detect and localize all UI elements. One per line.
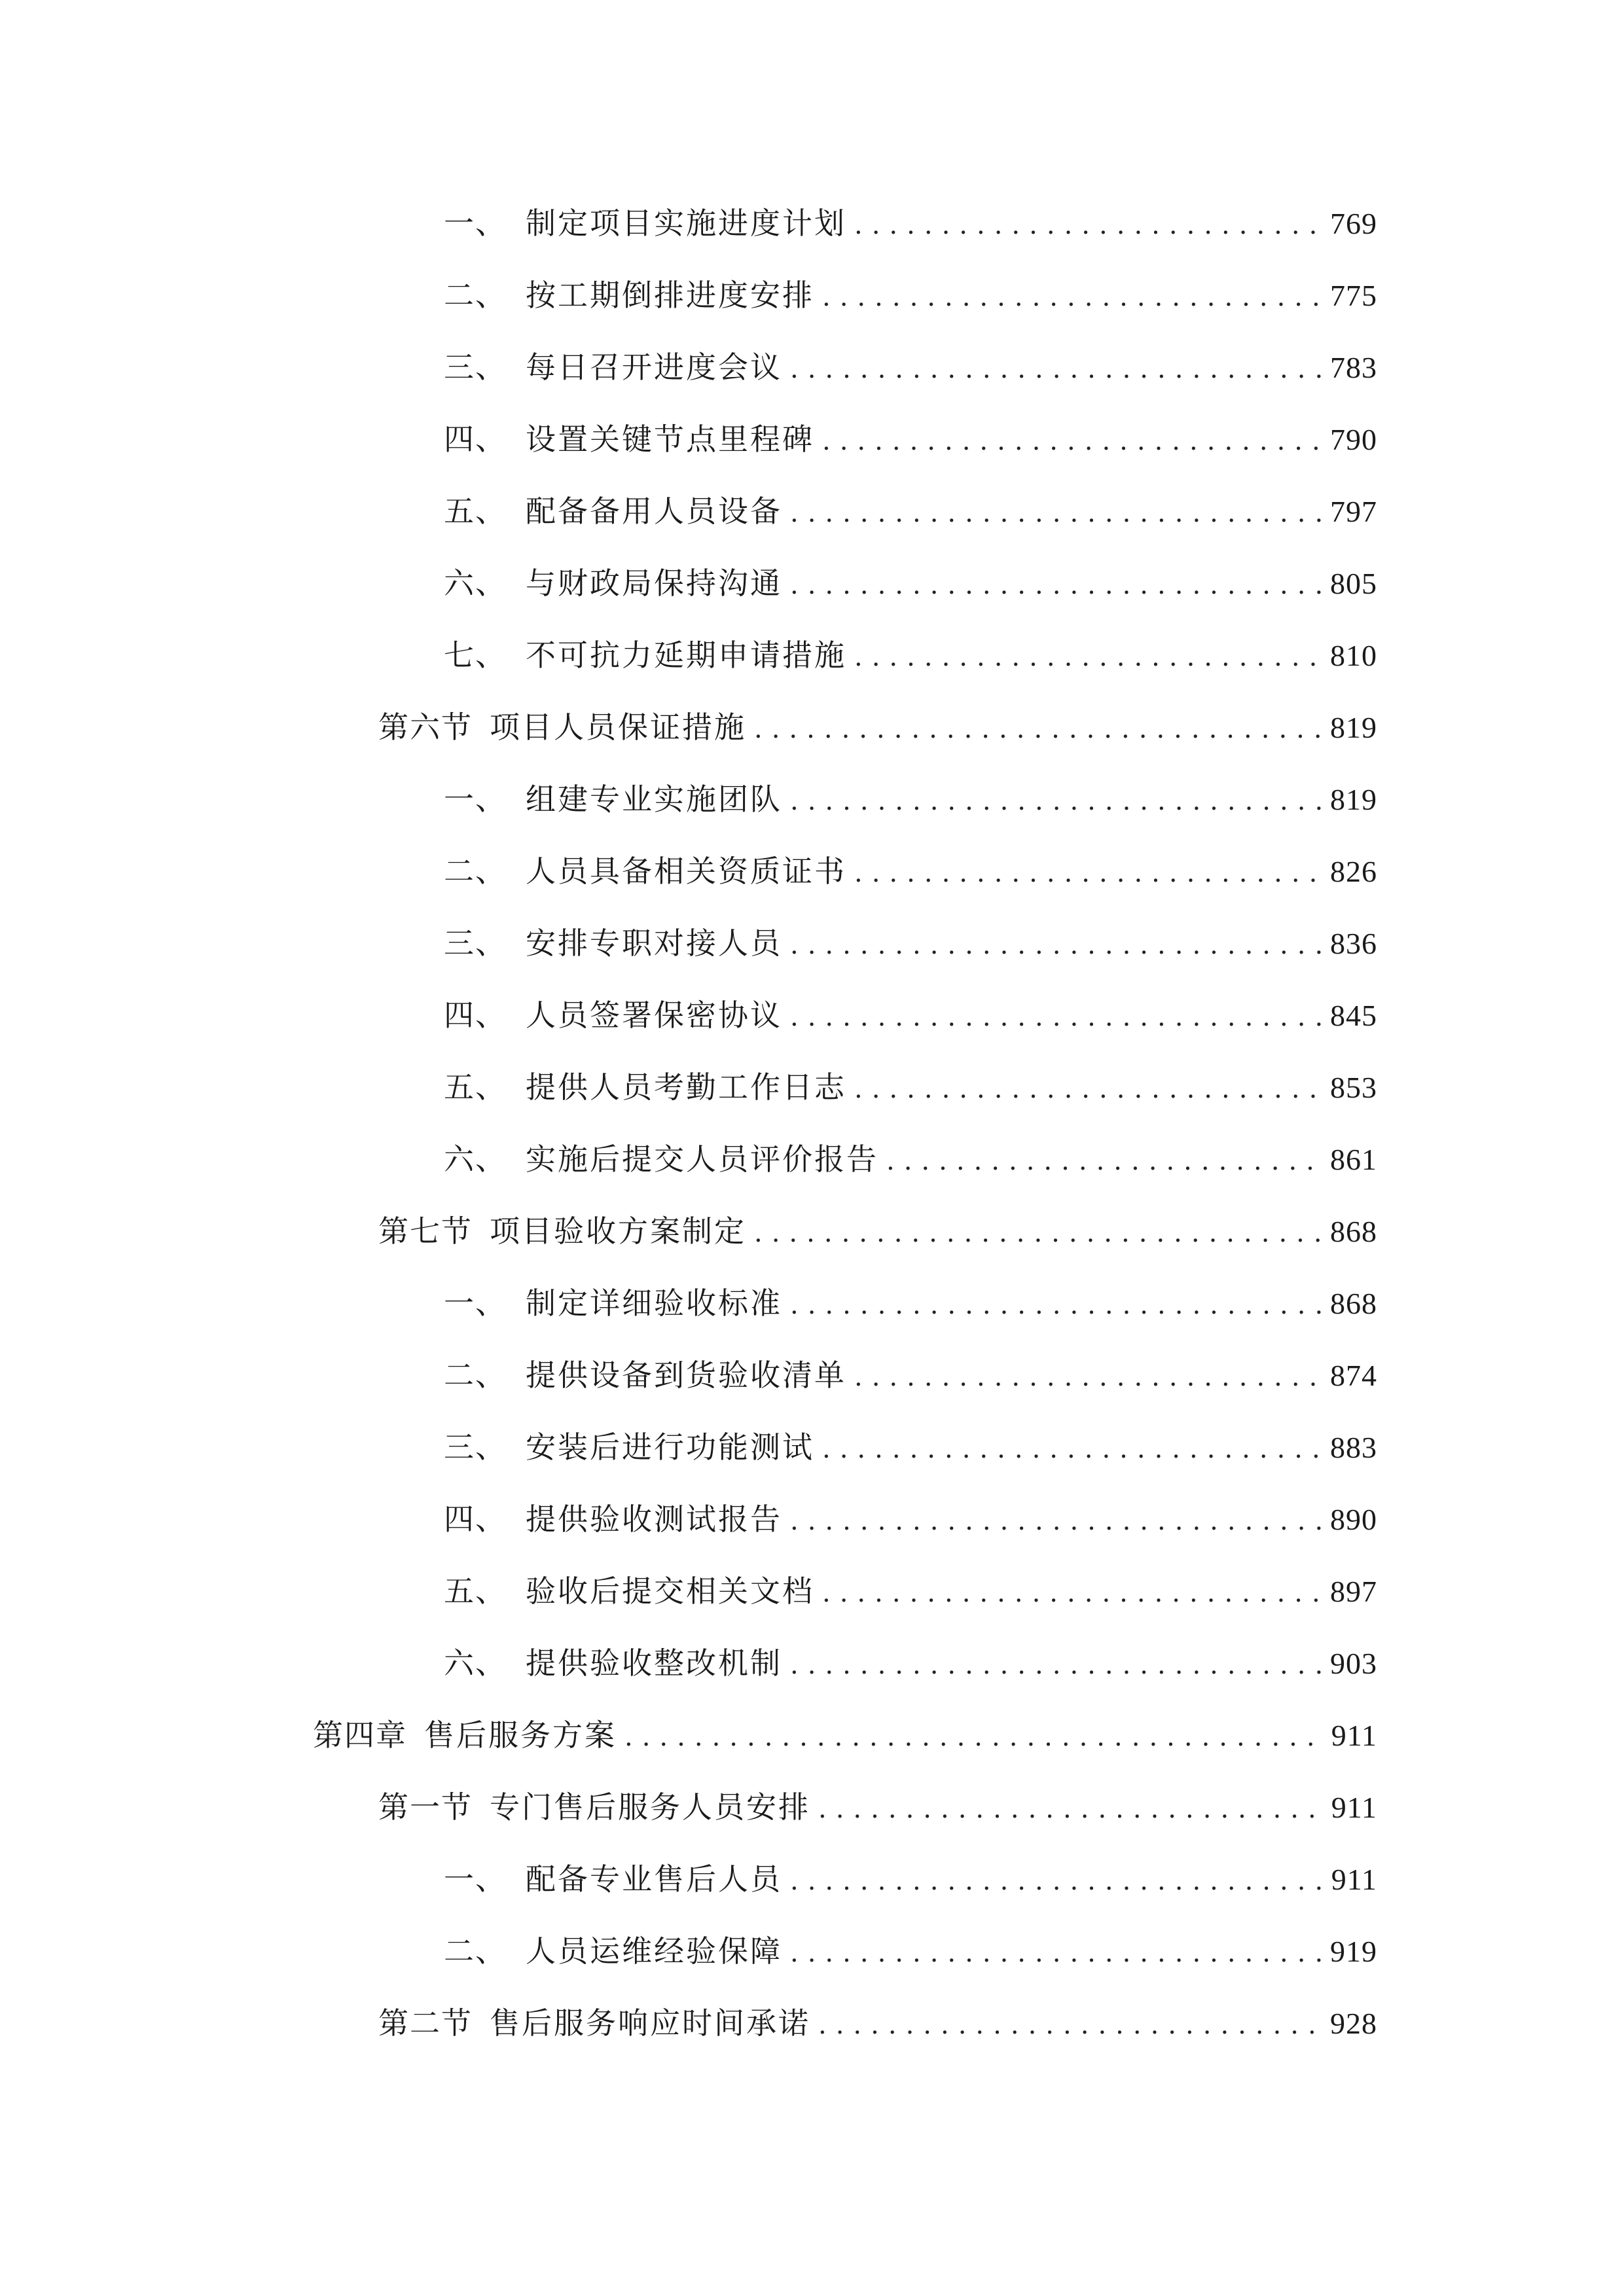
toc-entry-page: 868 (1330, 1215, 1377, 1248)
toc-entry-number: 六、 (444, 565, 507, 601)
toc-entry-page: 890 (1330, 1503, 1377, 1536)
toc-entry-number: 三、 (444, 1429, 507, 1465)
toc-entry-title: 人员运维经验保障 (526, 1933, 782, 1969)
toc-entry-number: 一、 (444, 1285, 507, 1321)
toc-entry-page: 874 (1330, 1359, 1377, 1392)
toc-entry[interactable] (444, 488, 1377, 534)
toc-entry-label (444, 776, 782, 822)
toc-entry-page: 845 (1330, 999, 1377, 1032)
toc-entry-page: 861 (1330, 1143, 1377, 1176)
toc-entry-number: 第七节 (378, 1213, 473, 1249)
dot-leader (854, 1066, 1324, 1112)
dot-leader (790, 778, 1324, 824)
dot-leader (790, 922, 1324, 968)
dot-leader (854, 634, 1324, 680)
toc-entry-label (378, 1208, 746, 1254)
toc-entry-page: 805 (1330, 567, 1377, 600)
toc-entry[interactable] (444, 1136, 1377, 1182)
toc-entry-number: 第六节 (378, 709, 473, 745)
toc-entry-section[interactable] (378, 1784, 1377, 1830)
toc-entry-section[interactable] (378, 2000, 1377, 2046)
toc-entry-label (444, 1352, 846, 1398)
toc-entry-number: 一、 (444, 1861, 507, 1897)
toc-entry-title: 制定项目实施进度计划 (526, 206, 846, 241)
toc-entry-page: 911 (1331, 1791, 1377, 1824)
dot-leader (790, 1498, 1324, 1544)
toc-entry[interactable] (444, 1856, 1377, 1902)
dot-leader (624, 1714, 1325, 1760)
toc-entry-title: 提供设备到货验收清单 (526, 1357, 846, 1393)
dot-leader (822, 418, 1324, 464)
dot-leader (822, 1570, 1324, 1616)
toc-entry-label (444, 1856, 782, 1902)
toc-entry-number: 四、 (444, 1501, 507, 1537)
toc-entry-number: 四、 (444, 997, 507, 1033)
toc-entry-number: 一、 (444, 781, 507, 817)
toc-entry-label (444, 560, 782, 606)
dot-leader (854, 202, 1324, 248)
toc-entry-title: 人员签署保密协议 (526, 997, 782, 1033)
toc-entry-number: 七、 (444, 637, 507, 673)
toc-entry-label (444, 848, 846, 894)
toc-entry-label (444, 1496, 782, 1542)
toc-entry-page: 775 (1330, 279, 1377, 312)
toc-entry-title: 项目人员保证措施 (490, 709, 746, 745)
dot-leader (886, 1138, 1324, 1184)
toc-entry-page: 819 (1330, 711, 1377, 744)
toc-entry-title: 不可抗力延期申请措施 (526, 637, 846, 673)
toc-entry-label (378, 1784, 810, 1830)
toc-entry-page: 911 (1331, 1719, 1377, 1752)
toc-entry-label (444, 1640, 782, 1686)
toc-entry-number: 六、 (444, 1645, 507, 1681)
toc-entry-page: 769 (1330, 207, 1377, 240)
toc-entry[interactable] (444, 776, 1377, 822)
toc-entry-label (444, 920, 782, 966)
toc-entry-page: 853 (1330, 1071, 1377, 1104)
toc-entry[interactable] (444, 560, 1377, 606)
toc-entry-number: 三、 (444, 350, 507, 385)
dot-leader (790, 994, 1324, 1040)
toc-entry-number: 第四章 (313, 1717, 407, 1753)
toc-entry-number: 二、 (444, 278, 507, 313)
toc-entry-page: 919 (1330, 1935, 1377, 1968)
toc-entry-label (444, 1928, 782, 1974)
dot-leader (790, 490, 1324, 536)
dot-leader (854, 1354, 1324, 1400)
toc-entry-title: 提供验收测试报告 (526, 1501, 782, 1537)
toc-entry-page: 903 (1330, 1647, 1377, 1680)
toc-entry-page: 928 (1330, 2007, 1377, 2040)
toc-entry-title: 售后服务响应时间承诺 (490, 2005, 810, 2041)
toc-entry-label (444, 488, 782, 534)
toc-entry-title: 安装后进行功能测试 (526, 1429, 814, 1465)
dot-leader (790, 1858, 1325, 1904)
dot-leader (790, 562, 1324, 608)
toc-entry-section[interactable] (378, 1208, 1377, 1254)
toc-entry-number: 六、 (444, 1141, 507, 1177)
toc-entry-title: 制定详细验收标准 (526, 1285, 782, 1321)
toc-entry-title: 人员具备相关资质证书 (526, 853, 846, 889)
toc-entry-label (444, 1424, 814, 1470)
toc-entry-number: 五、 (444, 1573, 507, 1609)
toc-entry[interactable] (444, 200, 1377, 246)
toc-entry[interactable] (444, 920, 1377, 966)
toc-entry[interactable] (444, 416, 1377, 462)
dot-leader (790, 1282, 1324, 1328)
toc-entry[interactable] (444, 1280, 1377, 1326)
toc-entry[interactable] (444, 1424, 1377, 1470)
toc-entry-title: 设置关键节点里程碑 (526, 422, 814, 457)
toc-entry-number: 第一节 (378, 1789, 473, 1825)
toc-entry-label (444, 1136, 878, 1182)
toc-entry-title: 专门售后服务人员安排 (490, 1789, 810, 1825)
toc-entry-title: 按工期倒排进度安排 (526, 278, 814, 313)
toc-entry-page: 897 (1330, 1575, 1377, 1608)
toc-entry-page: 783 (1330, 351, 1377, 384)
toc-entry-number: 二、 (444, 1357, 507, 1393)
toc-entry[interactable] (444, 632, 1377, 678)
toc-entry-number: 第二节 (378, 2005, 473, 2041)
toc-entry[interactable] (444, 272, 1377, 318)
dot-leader (818, 2002, 1324, 2048)
toc-entry-title: 验收后提交相关文档 (526, 1573, 814, 1609)
toc-entry-label (444, 272, 814, 318)
toc-entry-number: 一、 (444, 206, 507, 241)
toc-entry[interactable] (444, 1640, 1377, 1686)
toc-entry-number: 二、 (444, 853, 507, 889)
toc-entry[interactable] (444, 1064, 1377, 1110)
dot-leader (822, 1426, 1324, 1472)
toc-entry-page: 911 (1331, 1863, 1377, 1896)
toc-entry-chapter[interactable] (313, 1712, 1377, 1758)
toc-entry-title: 提供人员考勤工作日志 (526, 1069, 846, 1105)
dot-leader (822, 274, 1324, 320)
toc-entry[interactable] (444, 1496, 1377, 1542)
toc-entry-page: 826 (1330, 855, 1377, 888)
toc-entry-title: 项目验收方案制定 (490, 1213, 746, 1249)
toc-entry-page: 836 (1330, 927, 1377, 960)
dot-leader (818, 1786, 1325, 1832)
toc-entry-number: 四、 (444, 422, 507, 457)
toc-entry-label (444, 416, 814, 462)
toc-entry-label (444, 1064, 846, 1110)
dot-leader (790, 346, 1324, 392)
toc-entry-page: 819 (1330, 783, 1377, 816)
toc-entry-page: 797 (1330, 495, 1377, 528)
dot-leader (754, 1210, 1324, 1256)
toc-entry-title: 组建专业实施团队 (526, 781, 782, 817)
toc-entry-label (444, 344, 782, 390)
dot-leader (854, 850, 1324, 896)
toc-entry[interactable] (444, 1352, 1377, 1398)
toc-entry-number: 五、 (444, 1069, 507, 1105)
toc-entry-label (444, 632, 846, 678)
toc-entry-section[interactable] (378, 704, 1377, 750)
toc-entry-number: 二、 (444, 1933, 507, 1969)
toc-entry-label (444, 1568, 814, 1614)
toc-entry-label (444, 1280, 782, 1326)
toc-entry-title: 提供验收整改机制 (526, 1645, 782, 1681)
toc-entry-label (444, 200, 846, 246)
toc-entry[interactable] (444, 1568, 1377, 1614)
toc-entry-title: 售后服务方案 (424, 1717, 617, 1753)
toc-entry-label (313, 1712, 617, 1758)
toc-entry-label (378, 2000, 810, 2046)
toc-entry-page: 790 (1330, 423, 1377, 456)
dot-leader (790, 1642, 1324, 1688)
toc-entry-title: 配备专业售后人员 (526, 1861, 782, 1897)
toc-entry[interactable] (444, 344, 1377, 390)
toc-entry[interactable] (444, 1928, 1377, 1974)
toc-entry-number: 五、 (444, 493, 507, 529)
toc-entry-page: 810 (1330, 639, 1377, 672)
toc-entry[interactable] (444, 992, 1377, 1038)
toc-entry-page: 883 (1330, 1431, 1377, 1464)
toc-entry-title: 实施后提交人员评价报告 (526, 1141, 878, 1177)
toc-entry-title: 与财政局保持沟通 (526, 565, 782, 601)
dot-leader (754, 706, 1324, 752)
toc-entry-label (444, 992, 782, 1038)
toc-entry[interactable] (444, 848, 1377, 894)
dot-leader (790, 1930, 1324, 1976)
toc-entry-number: 三、 (444, 925, 507, 961)
toc-entry-label (378, 704, 746, 750)
toc-entry-title: 每日召开进度会议 (526, 350, 782, 385)
toc-entry-title: 安排专职对接人员 (526, 925, 782, 961)
toc-entry-page: 868 (1330, 1287, 1377, 1320)
toc-entry-title: 配备备用人员设备 (526, 493, 782, 529)
